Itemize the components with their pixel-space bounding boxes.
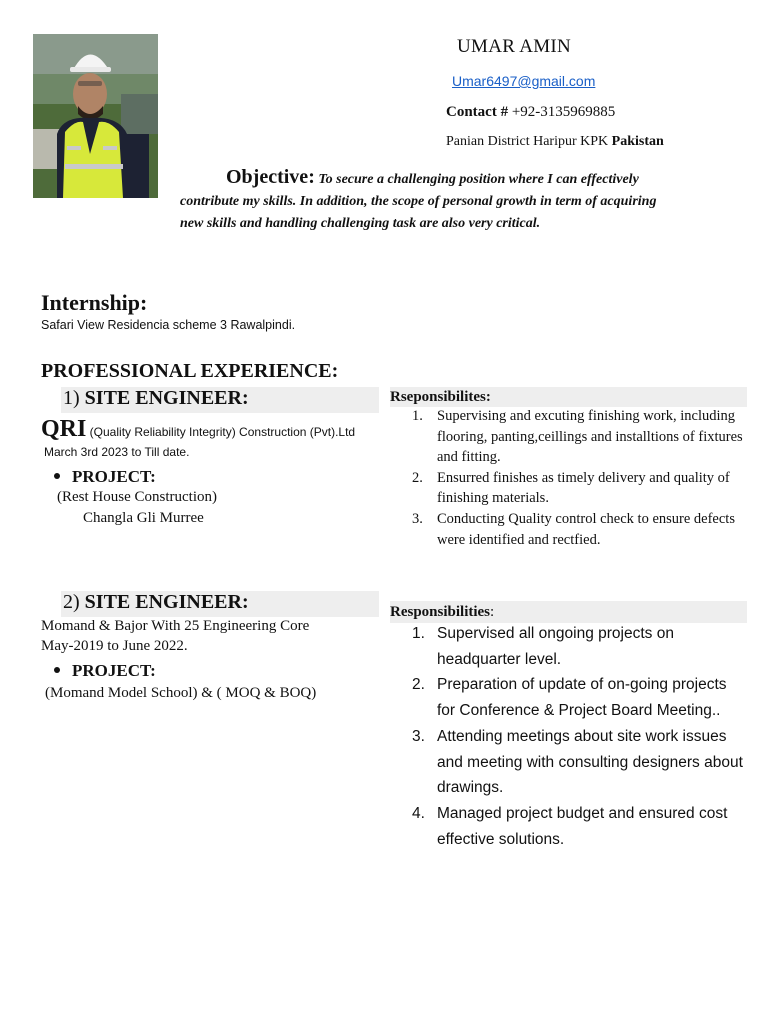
job2-project-label bbox=[54, 661, 156, 681]
list-item bbox=[412, 621, 748, 672]
list-item-number: 3. bbox=[412, 510, 423, 527]
list-item-number: 2. bbox=[412, 469, 423, 486]
address-text: Panian District Haripur KPK bbox=[446, 134, 612, 149]
job2-resp-colon: : bbox=[490, 604, 495, 620]
list-item bbox=[412, 509, 748, 550]
profile-photo bbox=[33, 34, 158, 198]
job1-project-label bbox=[54, 467, 156, 487]
job1-project-label-text: PROJECT: bbox=[72, 467, 156, 486]
list-item-text: Supervising and excuting finishing work, including flooring, panting,ceillings and installtions of fixtures and fitting. bbox=[437, 408, 743, 466]
list-item-text: Attending meetings about site work issues and meeting with consulting designers about drawings. bbox=[437, 727, 743, 797]
list-item-text: Supervised all ongoing projects on headquarter level. bbox=[437, 625, 674, 668]
bullet-icon bbox=[54, 473, 60, 479]
list-item-text: Ensurred finishes as timely delivery and quality of finishing materials. bbox=[437, 469, 730, 507]
job1-company-short: QRI bbox=[41, 416, 87, 442]
internship-heading: Internship: bbox=[41, 290, 148, 315]
job1-responsibilities-list bbox=[412, 406, 748, 550]
list-item bbox=[412, 406, 748, 468]
list-item bbox=[412, 468, 748, 509]
job2-title: SITE ENGINEER: bbox=[84, 591, 249, 613]
candidate-name: UMAR AMIN bbox=[457, 36, 572, 57]
job2-number: 2) bbox=[63, 591, 80, 613]
list-item-text: Conducting Quality control check to ensure defects were identified and rectfied. bbox=[437, 510, 735, 548]
job1-company-full: (Quality Reliability Integrity) Construction (Pvt).Ltd bbox=[86, 425, 356, 439]
job1-title-bar bbox=[61, 387, 379, 413]
list-item-text: Managed project budget and ensured cost effective solutions. bbox=[437, 804, 728, 848]
job1-project-line2: Changla Gli Murree bbox=[83, 510, 204, 526]
objective-text: To secure a challenging position where I can effectively contribute my skills. In addition, the scope of personal growth in term of acquiring new skills and handling challenging task are also very critical. bbox=[180, 172, 657, 231]
list-item bbox=[412, 801, 748, 852]
profile-photo-image bbox=[33, 34, 158, 198]
objective-label: Objective: bbox=[226, 166, 315, 188]
job1-company bbox=[41, 416, 355, 443]
list-item-number: 1. bbox=[412, 408, 423, 424]
job2-responsibilities-list bbox=[412, 621, 748, 852]
email-link[interactable]: Umar6497@gmail.com bbox=[452, 73, 596, 89]
address-country: Pakistan bbox=[611, 134, 664, 149]
contact-line bbox=[446, 104, 615, 121]
list-item-text: Preparation of update of on-going projects for Conference & Project Board Meeting.. bbox=[437, 676, 727, 720]
job1-responsibilities-heading: Rseponsibilites: bbox=[390, 387, 747, 407]
list-item bbox=[412, 672, 748, 723]
list-item-number: 1. bbox=[412, 625, 425, 642]
job1-number: 1) bbox=[63, 387, 80, 409]
list-item-number: 3. bbox=[412, 727, 425, 745]
job1-title: SITE ENGINEER: bbox=[84, 387, 249, 409]
objective-section bbox=[180, 166, 680, 235]
job2-company: Momand & Bajor With 25 Engineering Core bbox=[41, 618, 310, 634]
address-line bbox=[446, 134, 664, 150]
contact-label: Contact # bbox=[446, 104, 509, 120]
bullet-icon bbox=[54, 667, 60, 673]
internship-text: Safari View Residencia scheme 3 Rawalpindi. bbox=[41, 318, 296, 332]
contact-value: +92-3135969885 bbox=[508, 104, 616, 120]
list-item bbox=[412, 724, 748, 801]
job2-project-label-text: PROJECT: bbox=[72, 661, 156, 680]
job1-project-line1: (Rest House Construction) bbox=[57, 489, 217, 505]
job2-title-bar bbox=[61, 591, 379, 617]
job2-dates: May-2019 to June 2022. bbox=[41, 638, 188, 654]
job2-responsibilities-heading bbox=[390, 601, 747, 623]
list-item-number: 2. bbox=[412, 676, 425, 694]
list-item-number: 4. bbox=[412, 804, 425, 822]
job2-project-line1: (Momand Model School) & ( MOQ & BOQ) bbox=[45, 685, 317, 701]
experience-heading: PROFESSIONAL EXPERIENCE: bbox=[41, 360, 339, 382]
job1-dates: March 3rd 2023 to Till date. bbox=[44, 445, 190, 459]
job2-resp-heading-text: Responsibilities bbox=[390, 604, 491, 620]
